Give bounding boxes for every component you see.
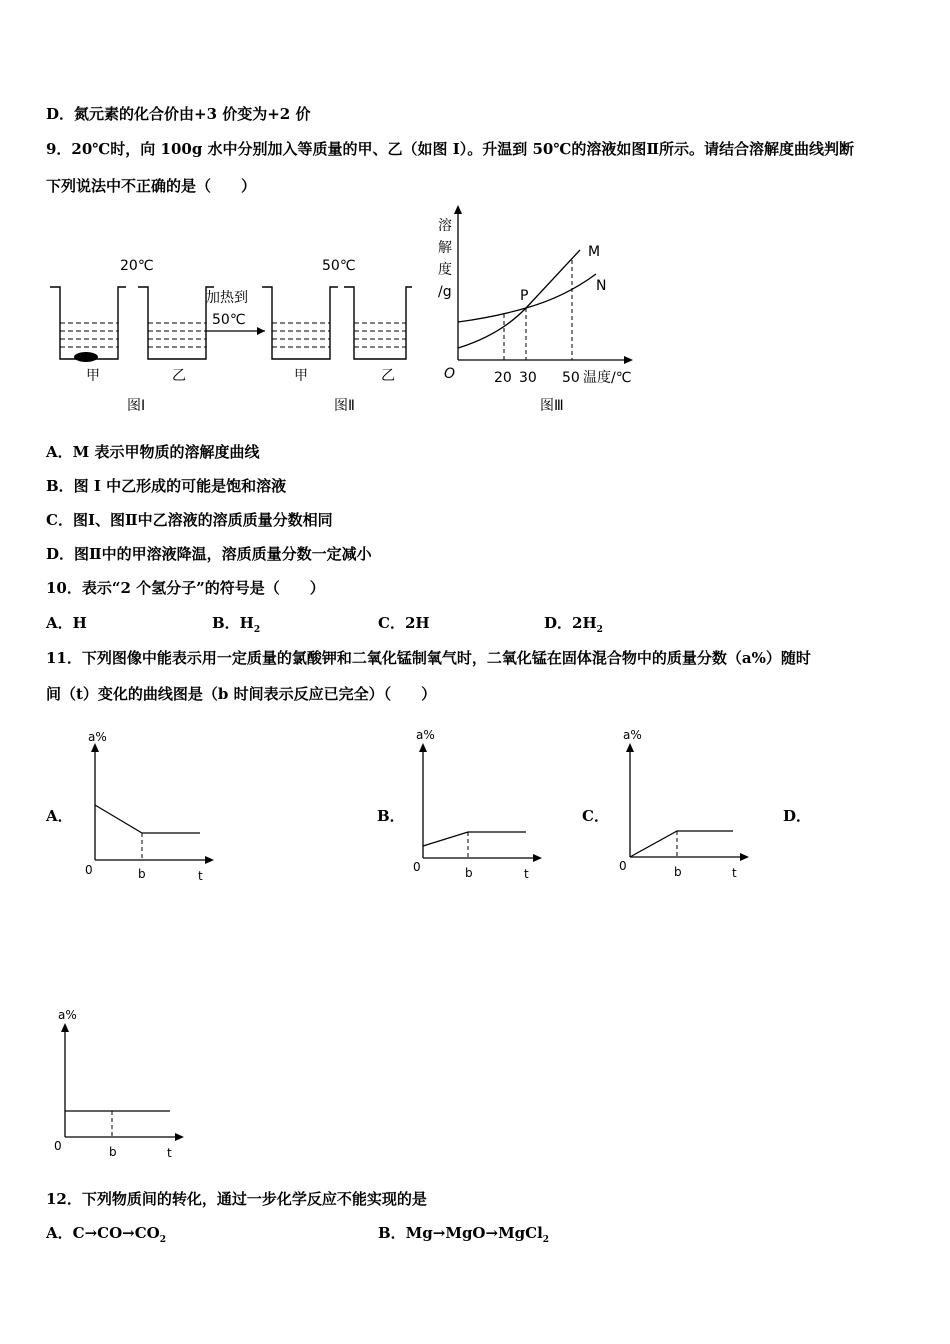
y-label: a% bbox=[416, 728, 435, 742]
q9-option-a: A．M 表示甲物质的溶解度曲线 bbox=[46, 443, 260, 461]
q9-beaker-figures bbox=[40, 245, 410, 425]
fig1-label-jia: 甲 bbox=[86, 368, 100, 384]
fig1-temp: 20℃ bbox=[120, 258, 154, 274]
x-axis-label: 温度/℃ bbox=[583, 370, 632, 386]
ylabel-2: 解 bbox=[438, 240, 452, 256]
origin: 0 bbox=[54, 1139, 62, 1153]
q9-option-c: C．图Ⅰ、图Ⅱ中乙溶液的溶质质量分数相同 bbox=[46, 511, 333, 529]
y-label: a% bbox=[88, 730, 107, 744]
q11-label-c: C． bbox=[582, 807, 609, 825]
q11-graph-a bbox=[80, 725, 220, 885]
tick-30: 30 bbox=[519, 370, 537, 386]
ylabel-1: 溶 bbox=[438, 218, 452, 234]
fig2-beaker-yi bbox=[344, 287, 412, 359]
q10-stem: 10．表示“2 个氢分子”的符号是（ ） bbox=[46, 579, 325, 597]
fig2-beaker-jia bbox=[262, 287, 338, 359]
origin-label: O bbox=[444, 366, 456, 382]
curve-a bbox=[95, 805, 200, 833]
q11-graph-c bbox=[615, 725, 755, 885]
y-label: a% bbox=[58, 1008, 77, 1022]
origin: 0 bbox=[413, 860, 421, 874]
tick-50: 50 bbox=[562, 370, 580, 386]
y-label: a% bbox=[623, 728, 642, 742]
arrow-label-1: 加热到 bbox=[206, 290, 248, 306]
x-label: t bbox=[524, 867, 529, 881]
q11-label-a: A． bbox=[46, 807, 73, 825]
q10-option-a: A．H bbox=[46, 614, 87, 632]
fig2-temp: 50℃ bbox=[322, 258, 356, 274]
curve-b bbox=[423, 832, 526, 846]
x-label: t bbox=[167, 1146, 172, 1160]
fig1-beaker-yi bbox=[138, 287, 214, 359]
x-label: t bbox=[198, 869, 203, 883]
fig2-label-jia: 甲 bbox=[294, 368, 308, 384]
q9-stem-line2: 下列说法中不正确的是（ ） bbox=[46, 177, 257, 195]
fig1-label-yi: 乙 bbox=[172, 368, 186, 384]
fig1-beaker-jia bbox=[50, 287, 126, 362]
q12-stem: 12．下列物质间的转化，通过一步化学反应不能实现的是 bbox=[46, 1190, 427, 1208]
fig2-caption: 图Ⅱ bbox=[334, 398, 355, 414]
q11-label-d: D． bbox=[783, 807, 812, 825]
fig2-label-yi: 乙 bbox=[381, 368, 395, 384]
curve-m bbox=[458, 250, 580, 348]
fig3-caption: 图Ⅲ bbox=[540, 398, 564, 414]
ylabel-4: /g bbox=[438, 284, 452, 300]
q12-option-b: B．Mg→MgO→MgCl$_2$ bbox=[378, 1224, 550, 1245]
q9-option-d: D．图Ⅱ中的甲溶液降温，溶质质量分数一定减小 bbox=[46, 545, 372, 563]
q9-solubility-chart bbox=[430, 200, 650, 420]
q12-option-a: A．$C\to CO\to CO_2$ bbox=[46, 1224, 166, 1245]
x-label: t bbox=[732, 866, 737, 880]
curve-c bbox=[630, 831, 733, 857]
point-p-label: P bbox=[520, 288, 529, 304]
b-tick: b bbox=[109, 1145, 117, 1159]
q11-graph-b bbox=[408, 725, 548, 885]
undissolved-solid bbox=[74, 352, 98, 362]
b-tick: b bbox=[465, 866, 473, 880]
fig1-caption: 图I bbox=[127, 398, 146, 414]
curve-n-label: N bbox=[596, 278, 607, 294]
q10-option-b: B．$H_2$ bbox=[212, 614, 261, 635]
curve-m-label: M bbox=[588, 244, 601, 260]
q11-graph-d bbox=[50, 1005, 190, 1165]
q11-stem-line2: 间（t）变化的曲线图是（b 时间表示反应已完全）（ ） bbox=[46, 685, 437, 703]
b-tick: b bbox=[674, 865, 682, 879]
origin: 0 bbox=[619, 859, 627, 873]
q11-label-b: B． bbox=[377, 807, 405, 825]
q9-stem-line1: 9．20℃时，向 100g 水中分别加入等质量的甲、乙（如图 I）。升温到 50℃的溶液如图Ⅱ所示。请结合溶解度曲线判断 bbox=[46, 140, 854, 158]
q11-stem-line1: 11．下列图像中能表示用一定质量的氯酸钾和二氧化锰制氧气时，二氧化锰在固体混合物中的质量分数（a%）随时 bbox=[46, 649, 811, 667]
b-tick: b bbox=[138, 867, 146, 881]
arrow-label-2: 50℃ bbox=[212, 312, 246, 328]
origin: 0 bbox=[85, 863, 93, 877]
ylabel-3: 度 bbox=[438, 262, 452, 278]
q8-option-d: D．氮元素的化合价由+3 价变为+2 价 bbox=[46, 105, 311, 123]
q9-option-b: B．图 I 中乙形成的可能是饱和溶液 bbox=[46, 477, 287, 495]
q10-option-c: C．2H bbox=[378, 614, 430, 632]
tick-20: 20 bbox=[494, 370, 512, 386]
q10-option-d: D．$2H_2$ bbox=[544, 614, 603, 635]
